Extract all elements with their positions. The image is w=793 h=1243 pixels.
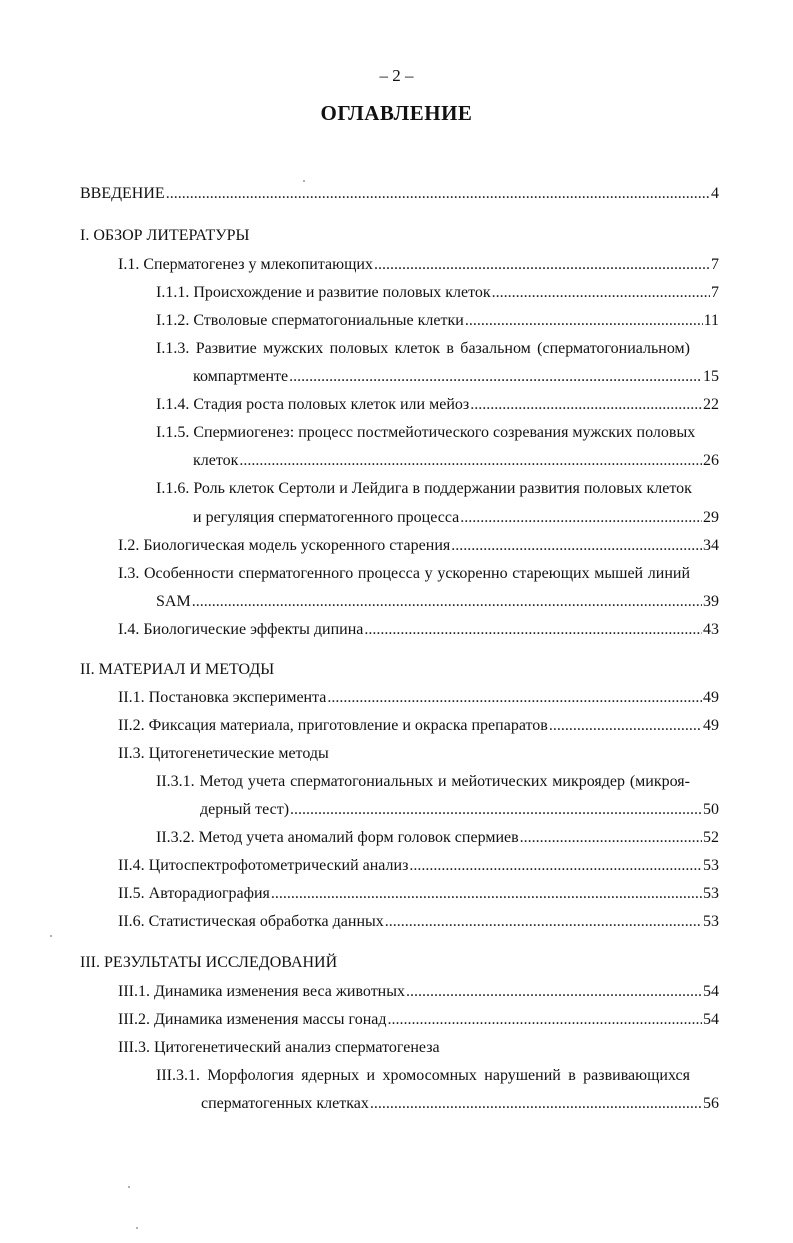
toc-label: SAM [156,593,191,610]
toc-label: клеток [193,452,239,469]
toc-page: 49 [703,689,719,706]
toc-label: III.1. Динамика изменения веса животных [118,983,405,1000]
scan-speck [136,1227,138,1229]
toc-label: ВВЕДЕНИЕ [80,185,165,202]
toc-entry-3-1[interactable] [118,981,719,1003]
toc-entry-2-3-1[interactable] [200,799,719,821]
toc-label: II.3.2. Метод учета аномалий форм головок спермиев [156,829,519,846]
toc-page: 54 [703,983,719,1000]
toc-label: и регуляция сперматогенного процесса [193,509,460,526]
toc-entry-1-4[interactable] [118,619,719,641]
toc-label: I.1.2. Стволовые сперматогониальные клетки [156,312,464,329]
toc-label: II.1. Постановка эксперимента [118,689,327,706]
toc-entry-2-6[interactable] [118,911,719,933]
toc-entry-3-3-1-line1[interactable]: III.3.1. Морфология ядерных и хромосомных нарушений в развивающихся [156,1067,690,1084]
toc-entry-2-5[interactable] [118,883,719,905]
toc-page: 7 [711,284,719,301]
chapter-heading-2[interactable]: II. МАТЕРИАЛ И МЕТОДЫ [80,661,275,678]
toc-entry-2-1[interactable] [118,687,719,709]
toc-entry-1-1-6-line1[interactable]: I.1.6. Роль клеток Сертоли и Лейдига в поддержании развития половых клеток [156,480,692,497]
toc-entry-introduction[interactable] [80,183,719,205]
toc-label: I.4. Биологические эффекты дипина [118,621,364,638]
toc-entry-2-3[interactable]: II.3. Цитогенетические методы [118,745,329,762]
toc-page: 49 [703,717,719,734]
toc-entry-2-3-2[interactable] [156,827,719,849]
toc-label: II.4. Цитоспектрофотометрический анализ [118,857,409,874]
toc-label: I.1.4. Стадия роста половых клеток или мейоз [156,396,470,413]
toc-page: 39 [703,593,719,610]
chapter-heading-1[interactable]: I. ОБЗОР ЛИТЕРАТУРЫ [80,227,250,244]
toc-entry-2-3-1-line1[interactable]: II.3.1. Метод учета сперматогониальных и мейотических микроядер (микроя- [156,773,690,790]
toc-page: 53 [703,857,719,874]
page-number: – 2 – [379,66,414,85]
scan-speck [128,1186,130,1188]
toc-entry-1-1-3[interactable] [193,366,719,388]
toc-page: 7 [711,256,719,273]
toc-page: 56 [703,1095,719,1112]
toc-entry-3-3[interactable]: III.3. Цитогенетический анализ сперматогенеза [118,1039,440,1056]
toc-page: 52 [703,829,719,846]
toc-page: 26 [703,452,719,469]
toc-page: 50 [703,801,719,818]
toc-entry-1-1-2[interactable] [156,310,719,332]
toc-page: 22 [703,396,719,413]
scan-speck [50,935,52,937]
toc-entry-1-1-5-line1[interactable]: I.1.5. Спермиогенез: процесс постмейотического созревания мужских половых [156,424,696,441]
toc-entry-3-3-1[interactable] [201,1093,719,1115]
toc-page: 43 [703,621,719,638]
toc-label: I.2. Биологическая модель ускоренного старения [118,537,451,554]
toc-entry-1-1[interactable] [118,254,719,276]
chapter-heading-3[interactable]: III. РЕЗУЛЬТАТЫ ИССЛЕДОВАНИЙ [80,954,338,971]
toc-page: 4 [711,185,719,202]
page-title: ОГЛАВЛЕНИЕ [320,101,473,125]
toc-entry-1-1-4[interactable] [156,394,719,416]
toc-page: 29 [703,509,719,526]
toc-entry-1-1-1[interactable] [156,282,719,304]
toc-entry-3-2[interactable] [118,1009,719,1031]
toc-label: II.6. Статистическая обработка данных [118,913,384,930]
toc-page: 15 [703,368,719,385]
toc-entry-1-1-5[interactable] [193,450,719,472]
toc-label: I.1.1. Происхождение и развитие половых клеток [156,284,491,301]
toc-page: 34 [703,537,719,554]
toc-label: III.2. Динамика изменения массы гонад [118,1011,387,1028]
toc-label: II.5. Авторадиография [118,885,270,902]
toc-entry-1-2[interactable] [118,535,719,557]
toc-label: сперматогенных клетках [201,1095,369,1112]
toc-entry-1-3[interactable] [156,591,719,613]
toc-entry-1-3-line1[interactable]: I.3. Особенности сперматогенного процесса у ускоренно стареющих мышей линий [118,565,690,582]
toc-page: 53 [703,913,719,930]
toc-label: I.1. Сперматогенез у млекопитающих [118,256,373,273]
toc-label: дерный тест) [200,801,290,818]
toc-page: 53 [703,885,719,902]
toc-entry-1-1-6[interactable] [193,507,719,529]
toc-label: II.2. Фиксация материала, приготовление и окраска препаратов [118,717,548,734]
toc-page: 54 [703,1011,719,1028]
toc-entry-1-1-3-line1[interactable]: I.1.3. Развитие мужских половых клеток в базальном (сперматогониальном) [156,340,690,357]
toc-entry-2-2[interactable] [118,715,719,737]
toc-page: 11 [703,312,719,329]
toc-entry-2-4[interactable] [118,855,719,877]
scan-speck [303,180,305,182]
toc-label: компартменте [193,368,289,385]
